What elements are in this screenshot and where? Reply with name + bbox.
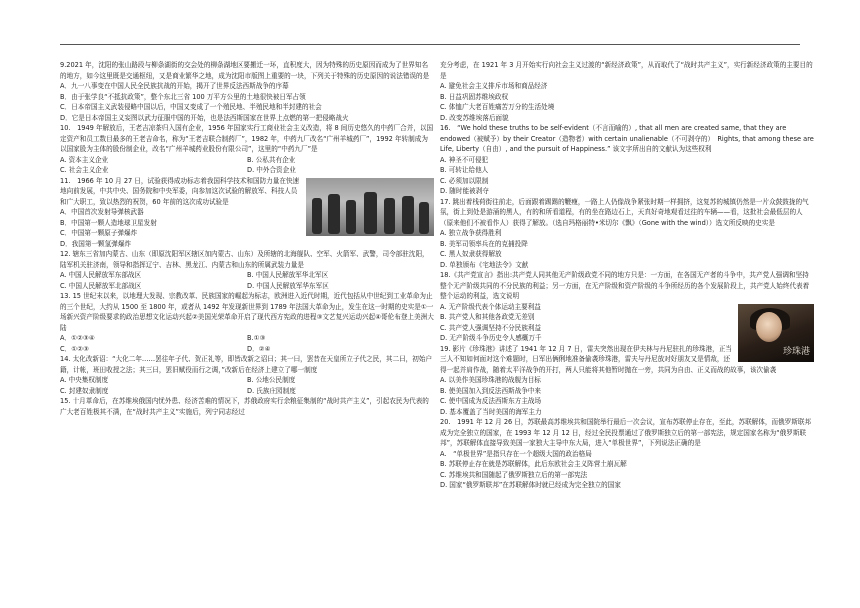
q10-option-d: D. 中外合资企业 (247, 166, 296, 174)
q17-option-a: A. 独立战争获得胜利 (440, 229, 502, 237)
q9-option-c: C．日本帝国主义武装侵略中国以后，中国又变成了一个殖民地、半殖民地和半封建的社会 (60, 103, 322, 111)
q13-option-d: D．②④ (247, 344, 271, 353)
q17-option-c: C. 黑人奴隶获得解放 (440, 250, 502, 258)
q10-option-c: C. 社会主义企业 (60, 166, 109, 174)
q12-option-b: B. 中国人民解放军华北军区 (247, 271, 329, 279)
q10-options-row2 (60, 165, 434, 176)
q20-option-b: B. 苏联停止存在就是苏联解体，此后东欧社会主义阵营土崩瓦解 (440, 460, 627, 468)
q18-option-b: B. 共产党人和其他各政党无差别 (440, 313, 535, 321)
q17-option-d: D. 单独颁布《宅地法令》文献 (440, 260, 529, 269)
q18-option-d: D. 无产阶级斗争历史令人感概万千 (440, 334, 542, 342)
q14-option-b: B. 公地公民制度 (247, 376, 296, 384)
q14-option-c: C. 封建奴隶制度 (60, 386, 109, 395)
q11-option-c: C．中国第一颗原子弹爆炸 (60, 229, 138, 237)
q20-stem: 20. 1991 年 12 月 26 日，苏联最高苏维埃共和国院举行最后一次会议，宣布苏联停止存在，至此，苏联解体，而俄罗斯联邦成为完全独立的国家，在 1993 年 12 月 12 日，经过全民投票通过了俄罗斯独立后的第一部宪法，规定国家名称为“俄罗斯联邦”，苏联解体直接导致美国一家独大主导中东大局，进入“单极世界”，下列说法正确的是 (440, 418, 812, 447)
q16-option-a: A. 神圣不可侵犯 (440, 155, 489, 164)
q10-option-a: A. 资本主义企业 (60, 155, 109, 164)
q11-option-b: B．中国第一颗人造地球卫星发射 (60, 218, 157, 227)
left-column (60, 60, 434, 417)
q9-option-b: B．由于张学良“不抵抗政策”，整个东北三省 100 万平方公里的土地很快被日军占领 (60, 92, 306, 101)
q15-option-d: D. 改变苏维埃落后面貌 (440, 113, 509, 122)
q10-options-row1 (60, 155, 434, 166)
q15-option-a: A. 避免社会主义排斥市场和商品经济 (440, 82, 548, 90)
q16-option-c: C. 必须加以限制 (440, 176, 489, 185)
q18-option-a: A. 无产阶级代表个体运动主要利益 (440, 302, 541, 311)
q9-option-d: D．它是日本帝国主义妄图以武力征服中国的开始，也是法西斯国家在世界上点燃的第一把侵略战火 (60, 113, 349, 122)
q13-options-row2 (60, 344, 434, 355)
q14-option-a: A. 中央集权制度 (60, 376, 109, 384)
q15-option-c: C. 体恤广大老百姓痛苦万分的生活处境 (440, 103, 555, 111)
q9-option-a: A．九一八事变在中国人民全民族抗战的开始，揭开了世界反法西斯战争的序幕 (60, 82, 289, 90)
q14-options-row2 (60, 386, 434, 397)
photo-caption: 珍珠港 (782, 347, 810, 357)
q13-stem: 13. 15 世纪末以来，以地理大发现、宗教改革、民族国家的崛起为标志，欧洲进入近代时期，近代包括从中世纪到工业革命为止的三个世纪，大约从 1500 至 1800 年，或者从 1492 年发现新世界到 1789 年法国大革命为止，发生在这一时期的史实是①一场新兴资产阶级要求的政治思想文化运动兴起②美国光荣革命开启了现代西方宪政的进程③文艺复兴运动兴起④哥伦布登上美洲大陆 (60, 292, 434, 332)
q13-options-row1 (60, 333, 434, 344)
q11-stem: 11. 1966 年 10 月 27 日，试验获得成功标志着我国科学技术和国防力量在快速地向前发展，中共中央、国务院和中央军委，向参加这次试验的解放军、科技人员和广大职工，致以热烈的祝贺，60 年前的这次成功试验是 (60, 176, 300, 206)
q11-option-a: A．中国首次发射导弹核武器 (60, 208, 144, 216)
q14-options-row1 (60, 375, 434, 386)
q19-option-c: C. 使中国成为反法西斯东方主战场 (440, 397, 542, 405)
q14-stem: 14. 太化改新诏：“大化二年……罢往年子代、贺正礼等，即皆改新之诏曰；其一曰，罢昔在天皇所立子代之民，其二曰，初始户籍，计帐，班田收授之法；其三曰，罢旧赋役而行之调，”改新后在经济上建立了哪一制度 (60, 355, 433, 374)
q13-option-a: A．①②③④ (60, 334, 95, 342)
q12-option-c: C. 中国人民解放军北部战区 (60, 281, 142, 290)
q20-option-c: C. 苏维埃共和国随起了俄罗斯独立后的第一部宪法 (440, 470, 588, 479)
header-rule (60, 44, 800, 45)
right-column (440, 60, 814, 491)
q12-option-d: D. 中国人民解放军华东军区 (247, 281, 329, 290)
q17-option-b: B. 美军司领率兵在的克捕投降 (440, 239, 528, 248)
q14-option-d: D. 氏族庄园制度 (247, 386, 296, 395)
q16-option-b: B. 可转让给他人 (440, 166, 489, 174)
q19-option-a: A. 以美作美国珍珠港的战舰为目标 (440, 376, 541, 384)
q10-stem: 10. 1949 年解放后，王老吉凉茶归入国有企业，1956 年国家实行工商业社会主义改造，将 8 间历史悠久的中药厂合并，以国定资产和员工数目最多的王老吉命名，称为“王老吉联合制药厂”，1982 年，中药九厂改名“广州羊城药厂”，1992 年转制成为以国家股为主体的股份制企业，改名“广州羊城药业股份有限公司”，这里的“中药九厂”是 (60, 124, 434, 153)
q12-options-row2 (60, 281, 434, 292)
q20-option-a: A. “单极世界”是指只存在一个超级大国的政治格局 (440, 449, 592, 458)
q12-options-row1 (60, 270, 434, 281)
q20-option-d: D. 国家“俄罗斯联邦”在苏联解体时就已经成为完全独立的国家 (440, 481, 621, 489)
q17-stem: 17. 跳出着栈荷街往前走，后面跟着踢踢的鞭瘦，一路上人仍像战争紧张时期一样拥挤，这复苏的城镇仍然是一片众鼓鼓拢的气氛，街上到处是游涌的黑人，有的和所看道程，有的坐在路边石上，天真好奇地观看过往的车辆——看，这批社会最低层的人（原来他们不被看作人）获得了解放。（选自玛格丽特•米切尔《飘》（Gone with the wind））选文所反映的史实是 (440, 197, 809, 227)
q19-option-d: D. 基本覆盖了当时美国的海军主力 (440, 407, 542, 416)
q16-option-d: D. 随时能被剥夺 (440, 187, 489, 195)
q11-photo (306, 178, 434, 236)
q19-stem: 19. 影片《珍珠港》讲述了 1941 年 12 月 7 日，雷夫突然出现在伊夫林与丹尼驻扎的珍珠港，正当三人不知如何面对这个难题时，日军出俩俐地准备偷袭珍珠港，雷夫与丹尼放对好朋友又是情敌，还得一起并肩作战，随着太平洋战争的开打，两人只能将其他暂时抛在一旁，共同为自由、正义而战的故事，该次偷袭 (440, 344, 777, 374)
q19-option-b: B. 使美国加入到反法西斯战争中来 (440, 386, 542, 395)
q18-photo (738, 304, 814, 362)
q15-option-b: B. 日益巩固苏维埃政权 (440, 92, 509, 101)
q13-option-b: B.①③ (247, 334, 266, 342)
q9-stem: 9.2021 年，沈阳的张山路段与柳条湖街的交会处的柳条湖地区要搬迁一环，直积度大，因为特殊的历史原因而成为了世界知名的地方，如今这里既是交通枢纽，又是商业繁华之地，成为沈阳市版图上重要的一块，下列关于特殊的历史原因的说法错误的是 (60, 61, 430, 80)
q16-stem: 16. “We hold these truths to be self-evident（不言而喻的）, that all men are created same, that they are endowed（被赋予）by their Creator（造物者）with certain unalienable（不可剥夺的） Rights, that among these are Life, Liberty（自由）, and the pursuit of Happiness.” 该文字所出自的文献认为这些权利 (440, 124, 814, 153)
q18-option-c: C. 共产党人强调坚持不分民族利益 (440, 323, 542, 332)
q18-stem: 18.《共产党宣言》指出:共产党人同其他无产阶级政党不同的地方只是：一方面，在各国无产者的斗争中，共产党人强调和坚持整个无产阶级共同的不分民族的利益；另一方面，在无产阶级和资产阶级的斗争所经历的各个发展阶段上，共产党人始终代表着整个运动的利益，选文说明 (440, 271, 810, 300)
q12-stem: 12. 辖东三省加内蒙古、山东（即原沈阳军区辖区加内蒙古、山东）及所辖的北海舰队、空军、火箭军、武警，司令部驻沈阳，陆军机关驻济南，领导和指挥辽宁、吉林、黑龙江、内蒙古和山东的所属武装力量是 (60, 250, 429, 269)
q15-stem-cont: 充分考虑，在 1921 年 3 月开始实行向社会主义过渡的“新经济政策”，从而取代了“战时共产主义”，实行新经济政策的主要目的是 (440, 61, 813, 80)
q15-stem: 15. 十月革命后，在苏维埃俄国内忧外患、经济苦难的情况下，苏俄政府实行余粮征集制的“战时共产主义”，引起农民为代表的广大老百姓极其不满，在“战时共产主义”实施后，列宁同志经过 (60, 397, 429, 416)
q10-option-b: B. 公私共有企业 (247, 155, 296, 164)
q12-option-a: A. 中国人民解放军东部战区 (60, 271, 142, 279)
q11-option-d: D．我国第一颗氢弹爆炸 (60, 239, 132, 248)
q13-option-c: C．①②③ (60, 344, 89, 353)
